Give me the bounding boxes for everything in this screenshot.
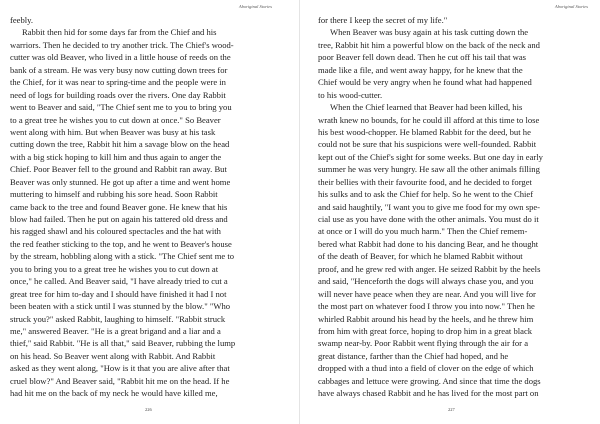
text-line: cutter was old Beaver, who lived in a little house of reeds on the (10, 52, 231, 63)
text-line: and said haughtily, "I want you to give me food for my own spe- (318, 201, 541, 212)
text-line: summer he was very hungry. He saw all the other animals filling (318, 164, 540, 175)
text-line: Chief. Poor Beaver fell to the ground and Rabbit ran away. But (10, 164, 227, 175)
text-line: great distance, farther than the Chief had hoped, and he (318, 350, 509, 361)
text-line: cutting down the tree, Rabbit hit him a savage blow on the head (10, 139, 230, 150)
text-line: their bellies with their favourite food, and he decided to forget (318, 176, 532, 187)
text-line: tree, Rabbit hit him a powerful blow on the back of the neck and (318, 39, 540, 50)
right-page-number: 227 (448, 407, 455, 412)
text-line: to a great tree he wishes you to cut down at once." So Beaver (10, 114, 221, 125)
text-line: thief," said Rabbit. "He is all that," said Beaver, rubbing the lump (10, 338, 236, 349)
text-line: the red feather sticking to the top, and he went to Beaver's house (10, 238, 232, 249)
text-line: kept out of the Chief's sight for some weeks. But one day in early (318, 151, 543, 162)
left-page-number: 226 (145, 407, 152, 412)
text-line: of the death of Beaver, for which he blamed Rabbit without (318, 251, 523, 262)
text-line: the Chief, for it was near to spring-time and the people were in (10, 77, 226, 88)
text-line: his ragged shawl and his coloured spectacles and the hat with (10, 226, 221, 237)
text-line: cruel blow?" And Beaver said, "Rabbit hit me on the head. If he (10, 375, 230, 386)
text-line: whirled Rabbit around his head by the heels, and he threw him (318, 313, 534, 324)
text-line: at once or I will do you much harm." Then the Chief remem- (318, 226, 528, 237)
text-line: great tree for him to-day and I should have finished it had I not (10, 288, 227, 299)
text-line: from him with great force, hoping to drop him in a great black (318, 325, 533, 336)
text-line: bank of a stream. He was very busy now cutting down trees for (10, 64, 228, 75)
text-line: Rabbit then hid for some days far from the Chief and his (22, 27, 217, 38)
text-line: proof, and he grew red with anger. He seized Rabbit by the heels (318, 263, 541, 274)
right-page (300, 0, 600, 424)
text-line: Beaver was only stunned. He got up after a time and went home (10, 176, 231, 187)
text-line: came back to the tree and found Beaver gone. He knew that his (10, 201, 228, 212)
left-running-head: Aboriginal Stories (238, 4, 272, 9)
text-line: on his head. So Beaver went along with Rabbit. And Rabbit (10, 350, 216, 361)
text-line: When Beaver was busy again at his task cutting down the (330, 27, 529, 38)
text-line: swamp near-by. Poor Rabbit went flying through the air for a (318, 338, 529, 349)
text-line: feebly. (10, 15, 34, 25)
text-line: cial use as you have done with the other animals. You must do it (318, 214, 539, 224)
text-line: wrath knew no bounds, for he could ill afford at this time to lose (318, 114, 540, 125)
text-line: his best wood-chopper. He blamed Rabbit for the deed, but he (318, 126, 531, 137)
text-line: once," he called. And Beaver said, "I have already tried to cut a (10, 276, 228, 287)
text-line: warriors. Then he decided to try another trick. The Chief's wood- (10, 39, 234, 50)
text-line: went to Beaver and said, "The Chief sent me to you to bring you (10, 102, 232, 113)
text-line: need of logs for building roads over the rivers. One day Rabbit (10, 89, 226, 100)
text-line: made like a file, and went away happy, for he knew that the (318, 64, 523, 75)
left-page-text (10, 14, 280, 400)
text-line: bered what Rabbit had done to his dancing Bear, and he thought (318, 238, 539, 249)
text-line: muttering to himself and rubbing his sore head. Soon Rabbit (10, 189, 218, 200)
text-line: cabbages and lettuce were growing. And since that time the dogs (318, 375, 541, 386)
text-line: went along with him. But when Beaver was busy at his task (10, 126, 216, 137)
text-line: had hit me on the back of my neck he would have killed me, (10, 388, 218, 399)
text-line: with a big stick hoping to kill him and thus again to anger the (10, 151, 222, 162)
text-line: by the stream, hobbling along with a stick. "The Chief sent me to (10, 251, 235, 262)
text-line: you to bring you to a great tree he wishes you to cut down at (10, 263, 219, 274)
text-line: could not be sure that his suspicions were well-founded. Rabbit (318, 139, 537, 150)
right-page-text (318, 14, 588, 400)
text-line: have always chased Rabbit and he has lived for the most part on (318, 388, 539, 399)
text-line: struck you?" asked Rabbit, laughing to himself. "Rabbit struck (10, 313, 226, 324)
text-line: to his wood-cutter. (318, 89, 383, 100)
right-running-head: Aboriginal Stories (554, 4, 588, 9)
text-line: me," answered Beaver. "He is a great brigand and a liar and a (10, 325, 221, 336)
text-line: dropped with a thud into a field of clover on the edge of which (318, 363, 534, 374)
text-line: the most part on whatever food I throw you into now." Then he (318, 301, 535, 312)
text-line: been beaten with a stick until I was stunned by the blow." "Who (10, 301, 231, 312)
text-line: will never have peace when they are near. And you will live for (318, 288, 536, 299)
text-line: When the Chief learned that Beaver had been killed, his (330, 102, 523, 113)
text-line: blow had failed. Then he put on again his tattered old dress and (10, 214, 228, 224)
text-line: his sulks and to ask the Chief for help. So he went to the Chief (318, 189, 534, 200)
text-line: poor Beaver fell down dead. Then he cut off his tail that was (318, 52, 527, 63)
text-line: and said, "Henceforth the dogs will always chase you, and you (318, 276, 534, 287)
text-line: Chief would be very angry when he found what had happened (318, 77, 532, 88)
text-line: for there I keep the secret of my life." (318, 15, 448, 25)
text-line: asked as they went along, "How is it that you are alive after that (10, 363, 230, 374)
